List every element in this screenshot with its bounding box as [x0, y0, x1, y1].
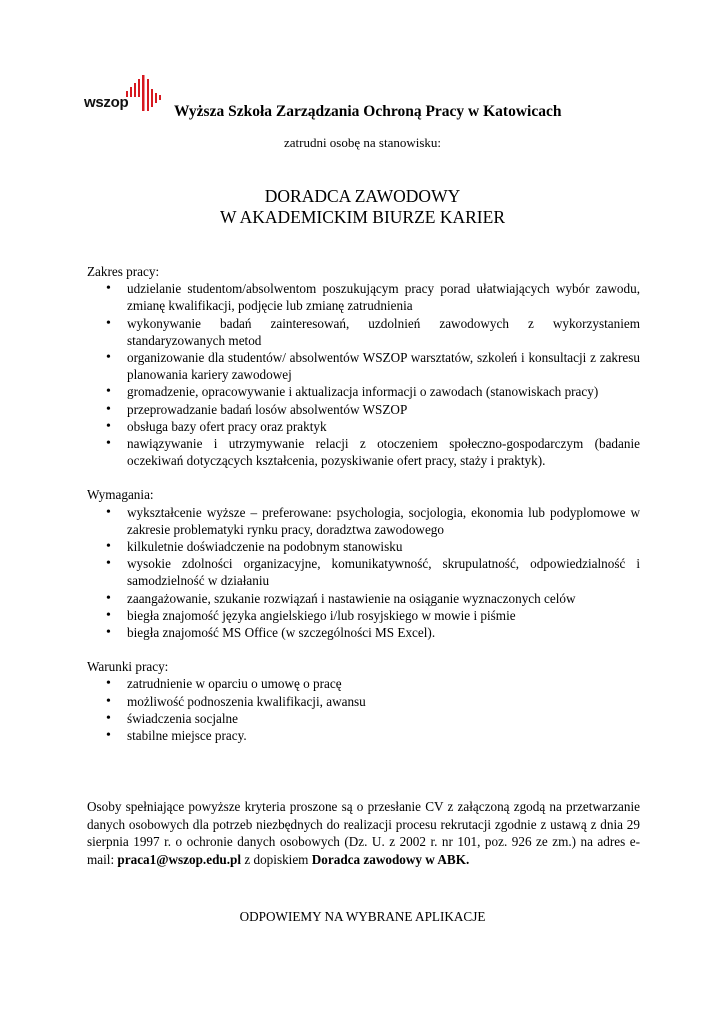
- list-item: • obsługa bazy ofert pracy oraz praktyk: [127, 418, 640, 435]
- offer-content: [87, 263, 640, 761]
- list-item: • biegła znajomość języka angielskiego i/lub rosyjskiego w mowie i piśmie: [127, 607, 640, 624]
- closing-text: Osoby spełniające powyższe kryteria proszone są o przesłanie CV z załączoną zgodą na przetwarzanie danych osobowych dla potrzeb niezbędnych do realizacji procesu rekrutacji zgodnie z ustawą z dnia 29 sierpnia 1997 r. o ochronie danych osobowych (Dz. U. z 2002 r. nr 101, poz. 926 ze zm.) na adres e-mail:: [87, 799, 640, 867]
- list-item: • zatrudnienie w oparciu o umowę o pracę: [127, 675, 640, 692]
- requirements-heading: Wymagania:: [87, 487, 154, 503]
- list-item: • zaangażowanie, szukanie rozwiązań i nastawienie na osiąganie wyznaczonych celów: [127, 590, 640, 607]
- closing-text-suffix: z dopiskiem: [244, 851, 309, 867]
- final-note: ODPOWIEMY NA WYBRANE APLIKACJE: [239, 909, 486, 924]
- list-item: • gromadzenie, opracowywanie i aktualizacja informacji o zawodach (stanowiskach pracy): [127, 383, 640, 400]
- list-item: • wykonywanie badań zainteresowań, uzdolnień zawodowych z wykorzystaniem standaryzowanych metod: [127, 315, 640, 349]
- contact-email[interactable]: praca1@wszop.edu.pl: [117, 851, 242, 867]
- application-instructions: [87, 798, 640, 868]
- position-title-line2: W AKADEMICKIM BIURZE KARIER: [219, 207, 506, 227]
- list-item: • organizowanie dla studentów/ absolwentów WSZOP warsztatów, szkoleń i konsultacji z zakresu planowania kariery zawodowej: [127, 349, 640, 383]
- list-item: • kilkuletnie doświadczenie na podobnym stanowisku: [127, 538, 640, 555]
- list-item: • wykształcenie wyższe – preferowane: psychologia, socjologia, ekonomia lub podyplomowe w zakresie problematyki rynku pracy, doradztwa zawodowego: [127, 504, 640, 538]
- list-item: • biegła znajomość MS Office (w szczególności MS Excel).: [127, 624, 640, 641]
- logo-text: wszop: [84, 94, 129, 111]
- list-item: • świadczenia socjalne: [127, 710, 640, 727]
- scope-heading: Zakres pracy:: [87, 264, 160, 279]
- conditions-heading: Warunki pracy:: [87, 659, 169, 675]
- scope-list: [87, 280, 640, 469]
- list-item: • wysokie zdolności organizacyjne, komunikatywność, skrupulatność, odpowiedzialność i samodzielność w działaniu: [127, 555, 640, 589]
- conditions-list: [87, 675, 640, 744]
- position-title: [0, 186, 725, 228]
- email-subject: Doradca zawodowy w ABK.: [311, 851, 470, 867]
- requirements-list: [87, 504, 640, 642]
- list-item: • nawiązywanie i utrzymywanie relacji z otoczeniem społeczno-gospodarczym (badanie oczekiwań dotyczących kształcenia, pozyskiwanie ofert pracy, staży i praktyk).: [127, 435, 640, 469]
- school-name: Wyższa Szkoła Zarządzania Ochroną Pracy w Katowicach: [174, 103, 562, 120]
- intro-text: zatrudni osobę na stanowisku:: [283, 135, 442, 150]
- list-item: • stabilne miejsce pracy.: [127, 727, 640, 744]
- list-item: • możliwość podnoszenia kwalifikacji, awansu: [127, 693, 640, 710]
- list-item: • udzielanie studentom/absolwentom poszukującym pracy porad ułatwiających wybór zawodu, zmianę kwalifikacji, podjęcie lub zmianę zatrudnienia: [127, 280, 640, 314]
- wszop-logo: [82, 75, 172, 113]
- list-item: • przeprowadzanie badań losów absolwentów WSZOP: [127, 401, 640, 418]
- position-title-line1: DORADCA ZAWODOWY: [264, 186, 461, 206]
